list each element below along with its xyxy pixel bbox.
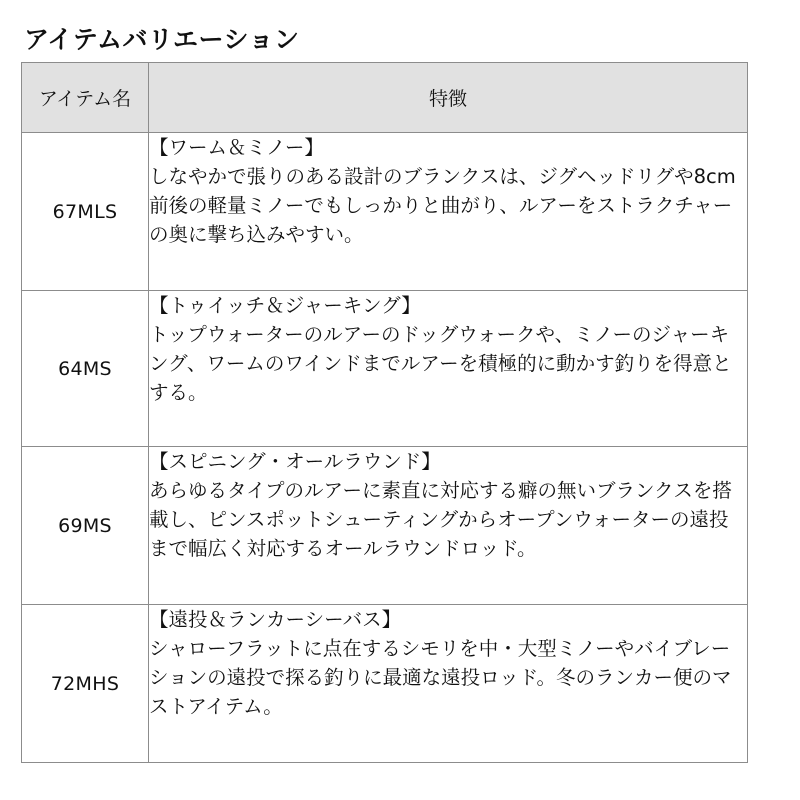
feature-cell bbox=[149, 291, 748, 447]
feature-heading: 【ワーム＆ミノー】 bbox=[149, 136, 324, 159]
feature-cell bbox=[149, 133, 748, 291]
feature-heading: 【遠投＆ランカーシーバス】 bbox=[149, 608, 402, 631]
item-name-cell: 67MLS bbox=[22, 133, 149, 291]
table-row bbox=[22, 133, 748, 291]
table-row bbox=[22, 291, 748, 447]
column-header-feature: 特徴 bbox=[149, 63, 748, 133]
feature-heading: 【トゥイッチ＆ジャーキング】 bbox=[149, 294, 421, 317]
table-header-row bbox=[22, 63, 748, 133]
feature-cell bbox=[149, 605, 748, 763]
feature-description: しなやかで張りのある設計のブランクスは、ジグヘッドリグや8cm前後の軽量ミノーでもしっかりと曲がり、ルアーをストラクチャーの奥に撃ち込みやすい。 bbox=[149, 165, 736, 246]
item-variation-table bbox=[21, 62, 748, 763]
feature-heading: 【スピニング・オールラウンド】 bbox=[149, 450, 441, 473]
feature-description: あらゆるタイプのルアーに素直に対応する癖の無いブランクスを搭載し、ピンスポットシューティングからオープンウォーターの遠投まで幅広く対応するオールラウンドロッド。 bbox=[149, 479, 732, 560]
item-name-cell: 64MS bbox=[22, 291, 149, 447]
feature-cell bbox=[149, 447, 748, 605]
column-header-item-name: アイテム名 bbox=[22, 63, 149, 133]
table-row bbox=[22, 605, 748, 763]
feature-description: トップウォーターのルアーのドッグウォークや、ミノーのジャーキング、ワームのワインドまでルアーを積極的に動かす釣りを得意とする。 bbox=[149, 323, 732, 404]
item-name-cell: 72MHS bbox=[22, 605, 149, 763]
feature-description: シャローフラットに点在するシモリを中・大型ミノーやバイブレーションの遠投で探る釣りに最適な遠投ロッド。冬のランカー便のマストアイテム。 bbox=[149, 637, 732, 718]
page-title: アイテムバリエーション bbox=[24, 25, 300, 54]
item-name-cell: 69MS bbox=[22, 447, 149, 605]
table-row bbox=[22, 447, 748, 605]
